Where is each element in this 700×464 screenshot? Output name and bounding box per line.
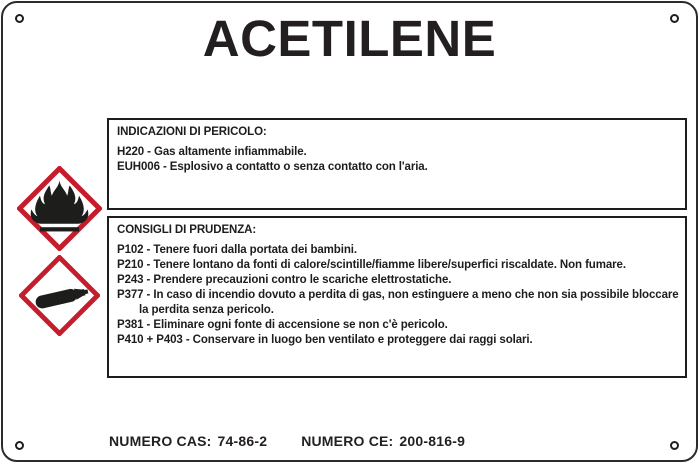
safety-sign-plate (1, 1, 698, 462)
cas-number-value: 74-86-2 (217, 433, 268, 449)
precaution-statement-p243: P243 - Prendere precauzioni contro le scariche elettrostatiche. (117, 274, 452, 286)
precaution-statement-p410-p403: P410 + P403 - Conservare in luogo ben ventilato e proteggere dai raggi solari. (117, 334, 533, 346)
ce-number-label: NUMERO CE: (301, 433, 394, 449)
hazard-statement-euh006: EUH006 - Esplosivo a contatto o senza contatto con l'aria. (117, 161, 428, 173)
precautionary-statements-box (107, 216, 687, 378)
gas-cylinder-pictogram-icon (19, 255, 100, 336)
ce-number-value: 200-816-9 (399, 433, 466, 449)
hazard-box-header: INDICAZIONI DI PERICOLO: (117, 126, 267, 138)
mounting-hole-bottom-right (670, 441, 679, 450)
mounting-hole-bottom-left (15, 441, 24, 450)
precaution-box-header: CONSIGLI DI PRUDENZA: (117, 224, 257, 236)
registry-numbers (109, 433, 465, 449)
cas-number (109, 433, 267, 449)
substance-title: ACETILENE (202, 10, 497, 67)
precaution-statement-p381: P381 - Eliminare ogni fonte di accensione se non c'è pericolo. (117, 319, 448, 331)
precaution-statement-p102: P102 - Tenere fuori dalla portata dei bambini. (117, 244, 357, 256)
hazard-statement-h220: H220 - Gas altamente infiammabile. (117, 146, 307, 158)
flame-pictogram-icon (17, 166, 102, 251)
hazard-statements-box (107, 118, 687, 210)
ce-number (301, 433, 465, 449)
precaution-statement-p210: P210 - Tenere lontano da fonti di calore/scintille/fiamme libere/superfici riscaldate. Non fumare. (117, 259, 626, 271)
precaution-statement-p377: P377 - In caso di incendio dovuto a perdita di gas, non estinguere a meno che non sia possibile bloccare (117, 289, 679, 301)
precaution-statement-p377-continued: la perdita senza pericolo. (139, 304, 274, 316)
cas-number-label: NUMERO CAS: (109, 433, 212, 449)
